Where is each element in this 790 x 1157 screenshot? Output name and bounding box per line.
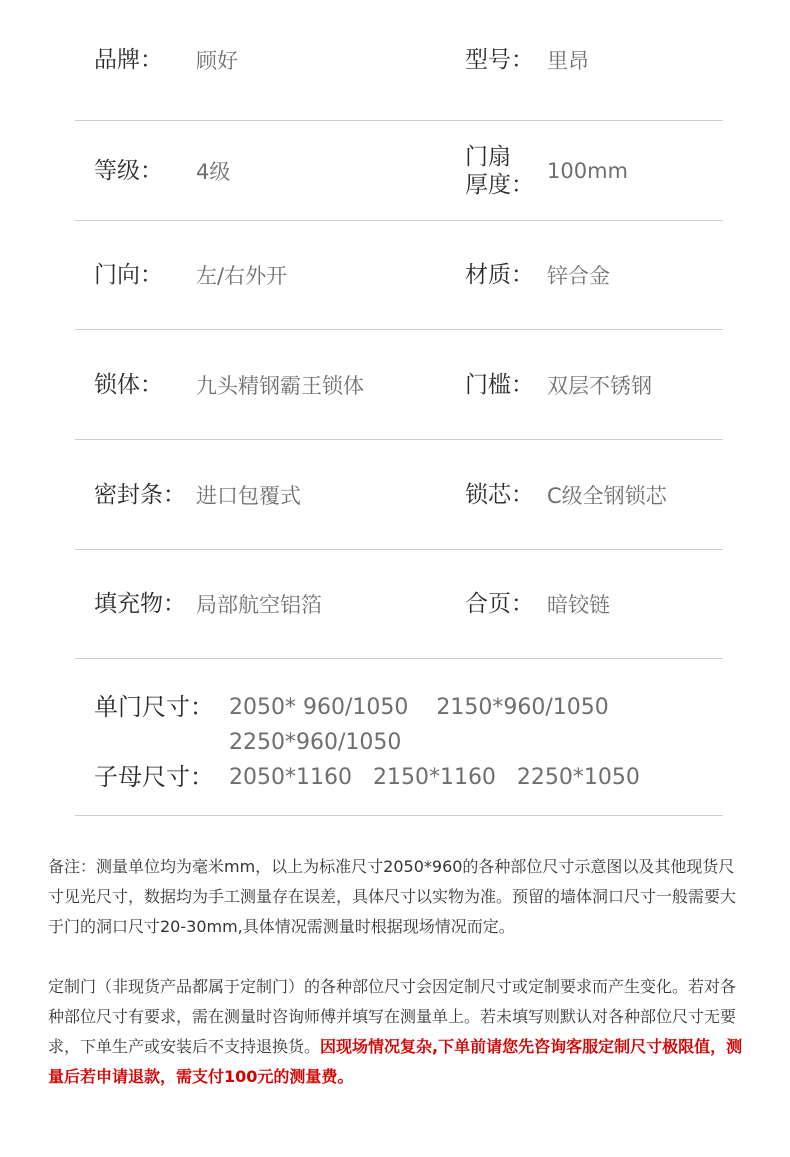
- spec-label: 锁体：: [94, 371, 163, 398]
- size-block: [94, 690, 734, 795]
- spec-value: 九头精钢霸王锁体: [196, 373, 364, 398]
- spec-label: 门槛：: [465, 371, 534, 398]
- double-door-size-values: 2050*1160 2150*1160 2250*1050: [229, 765, 640, 790]
- note-text: 定制门（非现货产品都属于定制门）的各种部位尺寸会因定制尺寸或定制要求而产生变化。若对各种部位尺寸有要求，需在测量时咨询师傅并填写在测量单上。若未填写则默认对各种部位尺寸无要求，下单生产或安装后不支持退换货。: [48, 977, 737, 1056]
- spec-value: 进口包覆式: [196, 483, 301, 508]
- spec-value: 里昂: [547, 49, 589, 73]
- spec-label: 填充物：: [94, 591, 186, 617]
- single-door-size-line: [94, 690, 734, 725]
- spec-label: 材质：: [465, 262, 534, 288]
- spec-cell: [465, 221, 610, 329]
- spec-label: 型号：: [465, 47, 534, 73]
- single-door-size-values-2: 2250*960/1050: [229, 730, 402, 755]
- spec-label: 合页：: [465, 591, 534, 617]
- spec-value: C级全钢锁芯: [547, 483, 667, 508]
- spec-cell: [94, 550, 322, 658]
- spec-cell: [465, 0, 589, 120]
- spec-value: 100mm: [547, 158, 628, 183]
- spec-row-direction: [75, 221, 723, 330]
- spec-label-line2: 厚度：: [465, 171, 534, 198]
- spec-value: 顾好: [196, 49, 238, 73]
- spec-cell: [465, 550, 610, 658]
- spec-row-seal: [75, 440, 723, 550]
- spec-row-filling: [75, 550, 723, 659]
- spec-label-line1: 门扇: [465, 143, 511, 170]
- spec-value: 双层不锈钢: [547, 373, 652, 398]
- spec-row-brand: [75, 0, 723, 121]
- single-door-size-label: 单门尺寸：: [94, 693, 214, 721]
- spec-label: 等级：: [94, 157, 163, 184]
- spec-value: 左/右外开: [196, 264, 288, 288]
- spec-label: 品牌：: [94, 47, 163, 73]
- double-door-size-line: [94, 760, 734, 795]
- spec-label: [465, 143, 534, 199]
- note-paragraph-2: [48, 972, 748, 1092]
- spec-label: 密封条：: [94, 481, 186, 508]
- spec-cell: [94, 121, 231, 220]
- spec-row-lock-body: [75, 330, 723, 440]
- spec-value: 锌合金: [547, 264, 610, 288]
- single-door-size-line-2: [94, 725, 734, 760]
- single-door-size-values: 2050* 960/1050 2150*960/1050: [229, 695, 609, 720]
- spec-cell: [94, 0, 238, 120]
- spec-cell: [465, 440, 667, 549]
- spec-table: [75, 0, 723, 659]
- spec-cell: [465, 121, 628, 220]
- spec-cell: [465, 330, 652, 439]
- note-paragraph-1: 备注：测量单位均为毫米mm，以上为标准尺寸2050*960的各种部位尺寸示意图以及其他现货尺寸见光尺寸，数据均为手工测量存在误差，具体尺寸以实物为准。预留的墙体洞口尺寸一般需要大于门的洞口尺寸20-30mm,具体情况需测量时根据现场情况而定。: [48, 857, 737, 936]
- spec-cell: [94, 330, 364, 439]
- notes: [48, 852, 748, 1092]
- spec-cell: [94, 221, 288, 329]
- note-warning-text: 因现场情况复杂,下单前请您先咨询客服定制尺寸极限值，测量后若申请退款，需支付100元的测量费。: [48, 1037, 743, 1086]
- spec-label: 锁芯：: [465, 481, 534, 508]
- spec-value: 暗铰链: [547, 593, 610, 617]
- spec-value: 4级: [196, 159, 231, 184]
- spec-row-grade: [75, 121, 723, 221]
- spec-value: 局部航空铝箔: [196, 593, 322, 617]
- double-door-size-label: 子母尺寸：: [94, 763, 214, 791]
- divider: [75, 815, 723, 816]
- spec-cell: [94, 440, 301, 549]
- spec-label: 门向：: [94, 262, 163, 288]
